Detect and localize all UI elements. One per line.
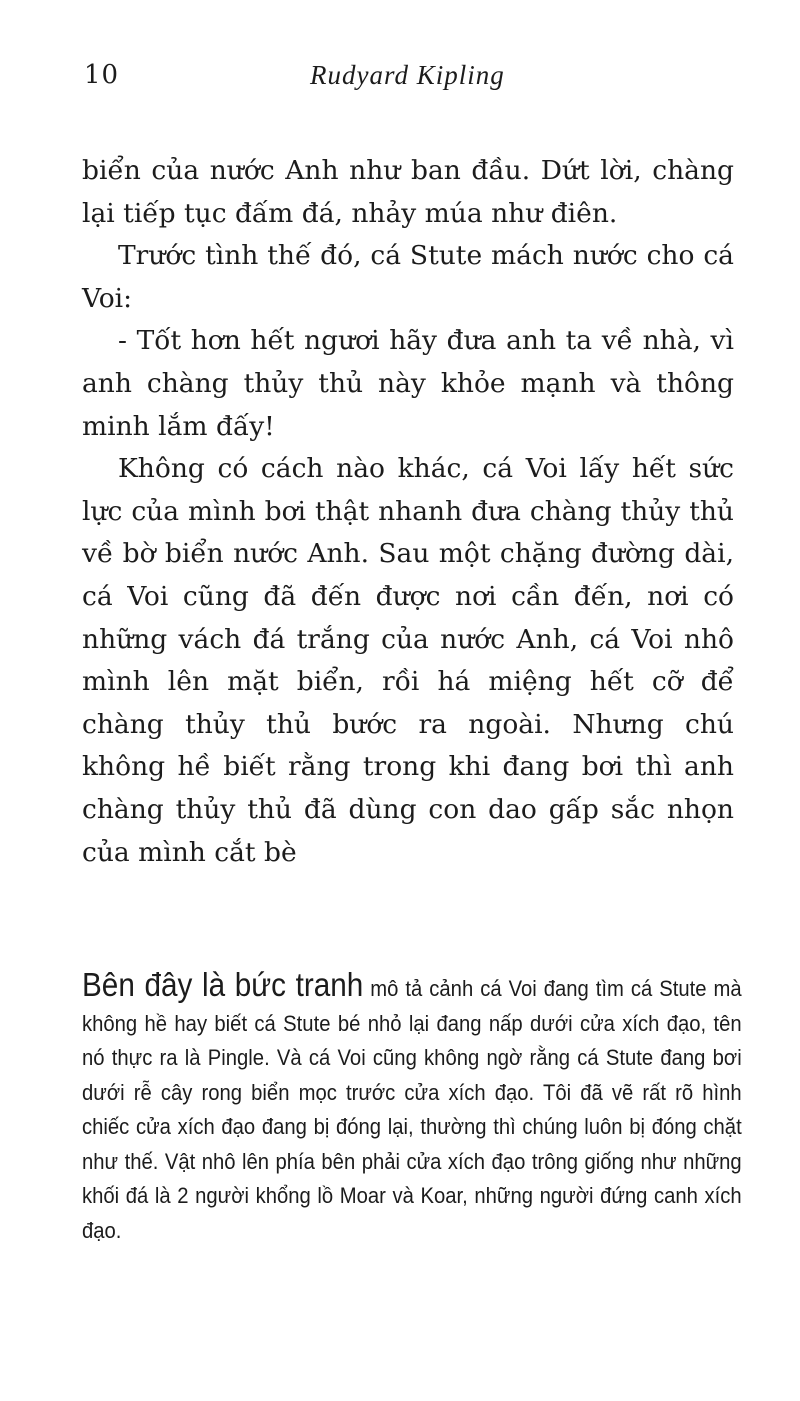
body-paragraph: biển của nước Anh như ban đầu. Dứt lời, chàng lại tiếp tục đấm đá, nhảy múa như điên. [82, 155, 734, 229]
body-paragraph: Trước tình thế đó, cá Stute mách nước cho cá Voi: [82, 240, 734, 314]
body-paragraph: Không có cách nào khác, cá Voi lấy hết sức lực của mình bơi thật nhanh đưa chàng thủy thủ về bờ biển nước Anh. Sau một chặng đường dài, cá Voi cũng đã đến được nơi cần đến, nơi có những vách đá trắng của nước Anh, cá Voi nhô mình lên mặt biển, rồi há miệng hết cỡ để chàng thủy thủ bước ra ngoài. Nhưng chú không hề biết rằng trong khi đang bơi thì anh chàng thủy thủ đã dùng con dao gấp sắc nhọn của mình cắt bè [82, 453, 734, 868]
caption-lead: Bên đây là bức tranh [82, 966, 364, 1003]
page-number: 10 [84, 60, 120, 90]
illustration-caption [82, 968, 742, 1248]
running-title: Rudyard Kipling [310, 60, 505, 90]
caption-text: mô tả cảnh cá Voi đang tìm cá Stute mà không hề hay biết cá Stute bé nhỏ lại đang nấp dưới cửa xích đạo, tên nó thực ra là Pingle. Và cá Voi cũng không ngờ rằng cá Stute đang bơi dưới rễ cây rong biển mọc trước cửa xích đạo. Tôi đã vẽ rất rõ hình chiếc cửa xích đạo đang bị đóng lại, thường thì chúng luôn bị đóng chặt như thế. Vật nhô lên phía bên phải cửa xích đạo trông giống như những khối đá là 2 người khổng lồ Moar và Koar, những người đứng canh xích đạo. [82, 976, 742, 1243]
page-header [0, 60, 800, 100]
dialogue-paragraph: - Tốt hơn hết ngươi hãy đưa anh ta về nhà, vì anh chàng thủy thủ này khỏe mạnh và thông minh lắm đấy! [82, 325, 734, 442]
body-text [82, 150, 734, 874]
